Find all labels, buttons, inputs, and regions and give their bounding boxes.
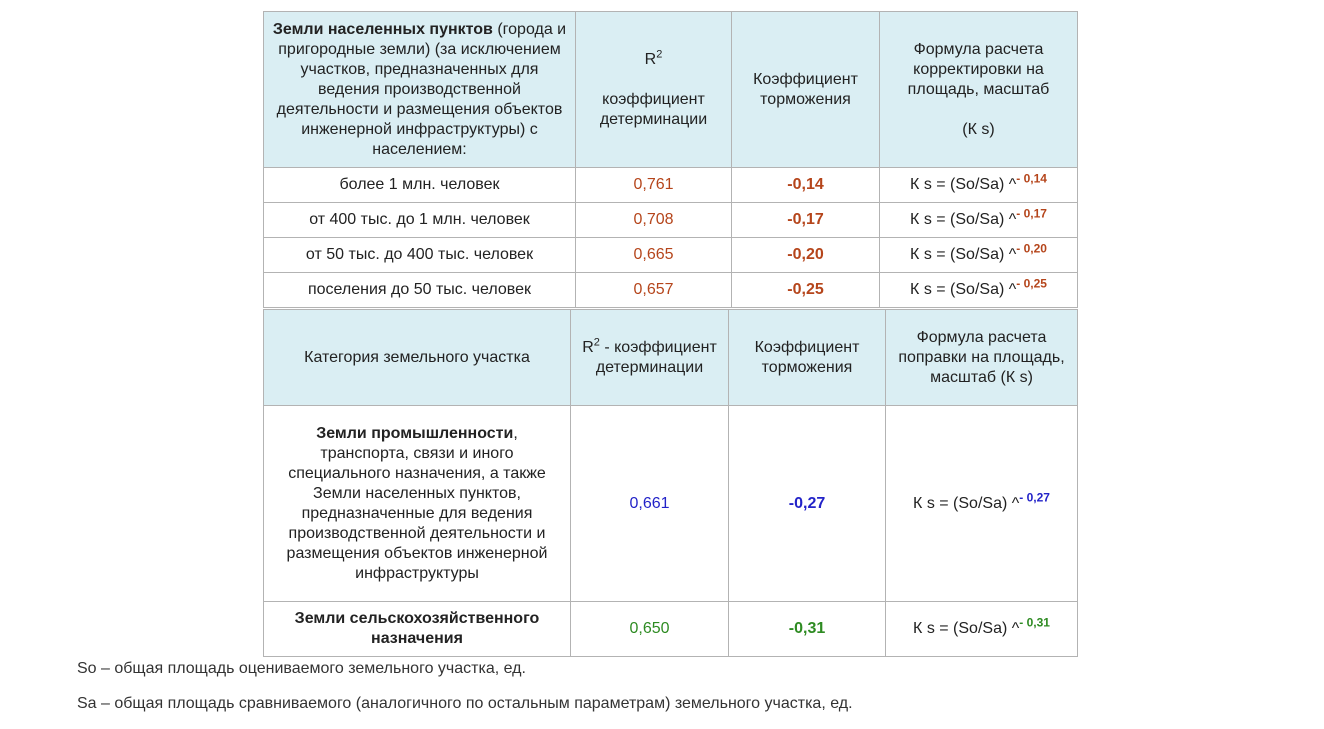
r2-symbol: R xyxy=(644,50,657,68)
category-label xyxy=(264,406,571,602)
category-description: , транспорта, связи и иного специального назначения, а также Земли населенных пунктов, предназначенные для ведения производственной деятельности и размещения объектов инженерной инфраструктуры xyxy=(286,424,548,582)
r2-symbol: R xyxy=(582,338,594,356)
formula-symbol: (К s) xyxy=(962,120,995,138)
r2-header-cell xyxy=(571,310,729,406)
coef-value: -0,20 xyxy=(732,238,880,273)
coef-value: -0,31 xyxy=(729,602,886,657)
category-title: Земли промышленности xyxy=(316,424,514,442)
formula-cell: К s = (So/Sa) ^$^{- 0,27}$ xyxy=(886,406,1078,602)
population-label: от 50 тыс. до 400 тыс. человек xyxy=(264,238,576,273)
table-row xyxy=(264,168,1078,203)
formula-header-cell: Формула расчета поправки на площадь, масштаб (К s) xyxy=(886,310,1078,406)
r2-value: 0,661 xyxy=(571,406,729,602)
r2-value: 0,650 xyxy=(571,602,729,657)
r2-header-cell xyxy=(576,12,732,168)
table-row xyxy=(264,273,1078,308)
category-description: (города и пригородные земли) (за исключением участков, предназначенных для ведения производственной деятельности и размещения объектов инженерной инфраструктуры) с населением: xyxy=(276,20,567,158)
formula-cell: К s = (So/Sa) ^$^{- 0,20}$ xyxy=(880,238,1078,273)
population-label: более 1 млн. человек xyxy=(264,168,576,203)
category-label xyxy=(264,602,571,657)
note-so: So – общая площадь оцениваемого земельного участка, ед. xyxy=(77,660,526,677)
table-header-row xyxy=(264,12,1078,168)
r2-value: 0,657 xyxy=(576,273,732,308)
r2-value: 0,761 xyxy=(576,168,732,203)
table-row xyxy=(264,203,1078,238)
category-header-cell xyxy=(264,12,576,168)
land-category-table xyxy=(263,309,1078,657)
formula-exponent: - 0,14 xyxy=(1016,171,1047,186)
formula-label: Формула расчета корректировки на площадь, масштаб xyxy=(907,40,1050,98)
table-header-row xyxy=(264,310,1078,406)
formula-exponent: - 0,25 xyxy=(1016,276,1047,291)
formula-exponent: - 0,17 xyxy=(1016,206,1047,221)
formula-header-cell xyxy=(880,12,1078,168)
coef-value: -0,17 xyxy=(732,203,880,238)
formula-cell: К s = (So/Sa) ^$^{- 0,31}$ xyxy=(886,602,1078,657)
formula-exponent: - 0,31 xyxy=(1019,615,1050,630)
category-header-cell: Категория земельного участка xyxy=(264,310,571,406)
formula-cell: К s = (So/Sa) ^$^{- 0,17}$ xyxy=(880,203,1078,238)
r2-label: коэффициент детерминации xyxy=(599,90,708,128)
coef-value: -0,25 xyxy=(732,273,880,308)
settlement-land-table xyxy=(263,11,1078,308)
formula-cell: К s = (So/Sa) ^$^{- 0,25}$ xyxy=(880,273,1078,308)
category-title: Земли сельскохозяйственного назначения xyxy=(294,610,540,647)
coef-value: -0,14 xyxy=(732,168,880,203)
category-title: Земли населенных пунктов xyxy=(272,20,493,38)
formula-exponent: - 0,20 xyxy=(1016,241,1047,256)
formula-cell: К s = (So/Sa) ^$^{- 0,14}$ xyxy=(880,168,1078,203)
table-row xyxy=(264,602,1078,657)
r2-label: - коэффициент детерминации xyxy=(595,338,717,376)
r2-power: 2 xyxy=(656,48,663,61)
table-row xyxy=(264,238,1078,273)
coef-header-cell xyxy=(732,12,880,168)
coef-header-cell: Коэффициент торможения xyxy=(729,310,886,406)
population-label: от 400 тыс. до 1 млн. человек xyxy=(264,203,576,238)
formula-exponent: - 0,27 xyxy=(1019,490,1050,505)
population-label: поселения до 50 тыс. человек xyxy=(264,273,576,308)
table-row xyxy=(264,406,1078,602)
note-sa: Sa – общая площадь сравниваемого (аналогичного по остальным параметрам) земельного участка, ед. xyxy=(77,695,853,712)
coef-value: -0,27 xyxy=(729,406,886,602)
r2-power: 2 xyxy=(593,336,600,349)
r2-value: 0,708 xyxy=(576,203,732,238)
r2-value: 0,665 xyxy=(576,238,732,273)
coef-label: Коэффициент торможения xyxy=(753,70,858,108)
